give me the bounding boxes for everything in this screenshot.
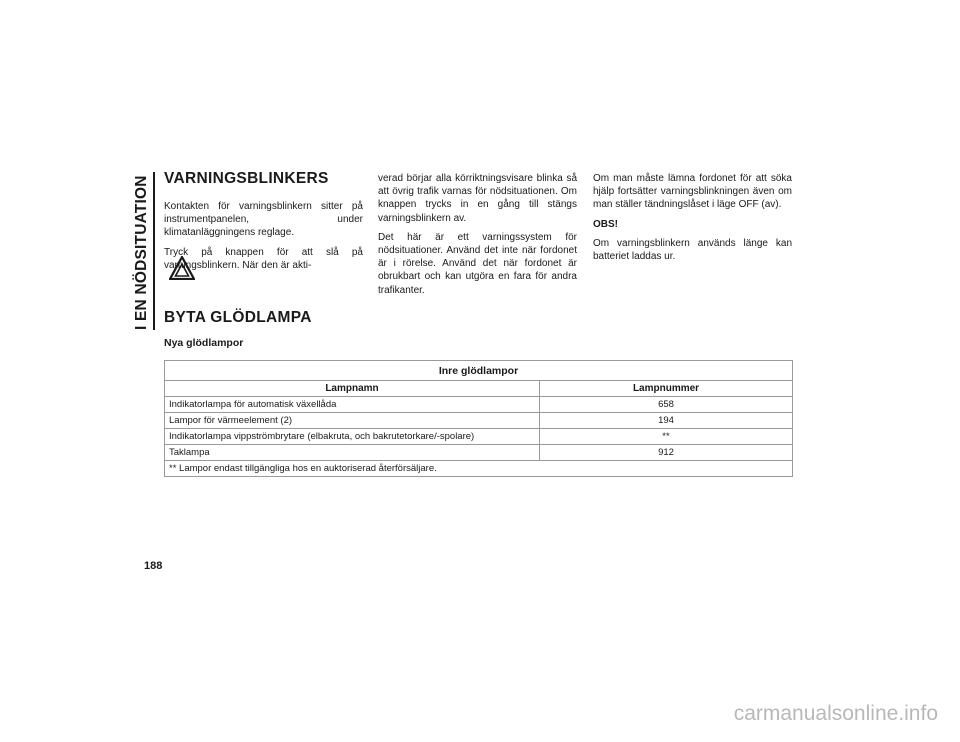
note-text: Om varningsblinkern används länge kan batteriet laddas ur. bbox=[593, 237, 792, 263]
table-row bbox=[165, 413, 793, 429]
lamp-number: 912 bbox=[540, 445, 793, 461]
subheading: Nya glödlampor bbox=[164, 337, 244, 349]
table-header-row bbox=[165, 381, 793, 397]
hazard-warning-triangle-icon bbox=[169, 256, 195, 280]
column-header-number: Lampnummer bbox=[540, 381, 793, 397]
table-row bbox=[165, 397, 793, 413]
note-label: OBS! bbox=[593, 218, 618, 230]
lamp-number: ** bbox=[540, 429, 793, 445]
table-caption: Inre glödlampor bbox=[165, 361, 793, 381]
chapter-side-tab bbox=[130, 172, 156, 330]
watermark: carmanualsonline.info bbox=[733, 702, 938, 725]
paragraph: Om man måste lämna fordonet för att söka hjälp fortsätter varningsblinkningen även om man ställer tändningslåset i läge OFF (av). bbox=[593, 173, 792, 211]
table-row bbox=[165, 445, 793, 461]
section-heading-varningsblinkers: VARNINGSBLINKERS bbox=[164, 170, 329, 187]
text-column-3 bbox=[593, 172, 792, 269]
hazard-button-note bbox=[164, 246, 363, 272]
chapter-rule bbox=[153, 172, 155, 330]
paragraph: Tryck på knappen för att slå på varningsblinkern. När den är akti- bbox=[164, 246, 363, 271]
page-number: 188 bbox=[144, 560, 163, 572]
lamp-number: 194 bbox=[540, 413, 793, 429]
bulb-table bbox=[164, 360, 793, 477]
lamp-name: Taklampa bbox=[165, 445, 540, 461]
lamp-name: Indikatorlampa för automatisk växellåda bbox=[165, 397, 540, 413]
section-heading-byta-glodlampa: BYTA GLÖDLAMPA bbox=[164, 309, 312, 326]
paragraph: Det här är ett varningssystem för nödsituationer. Använd det inte när fordonet är i rörelse. Använd det när fordonet är obrukbart och kan utgöra en fara för andra trafikanter. bbox=[378, 231, 577, 296]
lamp-name: Indikatorlampa vippströmbrytare (elbakruta, och bakrutetorkare/-spolare) bbox=[165, 429, 540, 445]
chapter-title: I EN NÖDSITUATION bbox=[133, 175, 150, 330]
table-row bbox=[165, 429, 793, 445]
table-footnote-row bbox=[165, 461, 793, 477]
text-column-1 bbox=[164, 200, 363, 278]
lamp-name: Lampor för värmeelement (2) bbox=[165, 413, 540, 429]
text-column-2 bbox=[378, 172, 577, 303]
lamp-number: 658 bbox=[540, 397, 793, 413]
paragraph: Kontakten för varningsblinkern sitter på instrumentpanelen, under klimatanläggningens reglage. bbox=[164, 201, 363, 239]
table-footnote: ** Lampor endast tillgängliga hos en auktoriserad återförsäljare. bbox=[165, 461, 793, 477]
table-caption-row bbox=[165, 361, 793, 381]
column-header-name: Lampnamn bbox=[165, 381, 540, 397]
paragraph: verad börjar alla körriktningsvisare blinka så att övrig trafik varnas för nödsituationen. Om knappen trycks in en gång till stängs varningsblinkern av. bbox=[378, 173, 577, 224]
